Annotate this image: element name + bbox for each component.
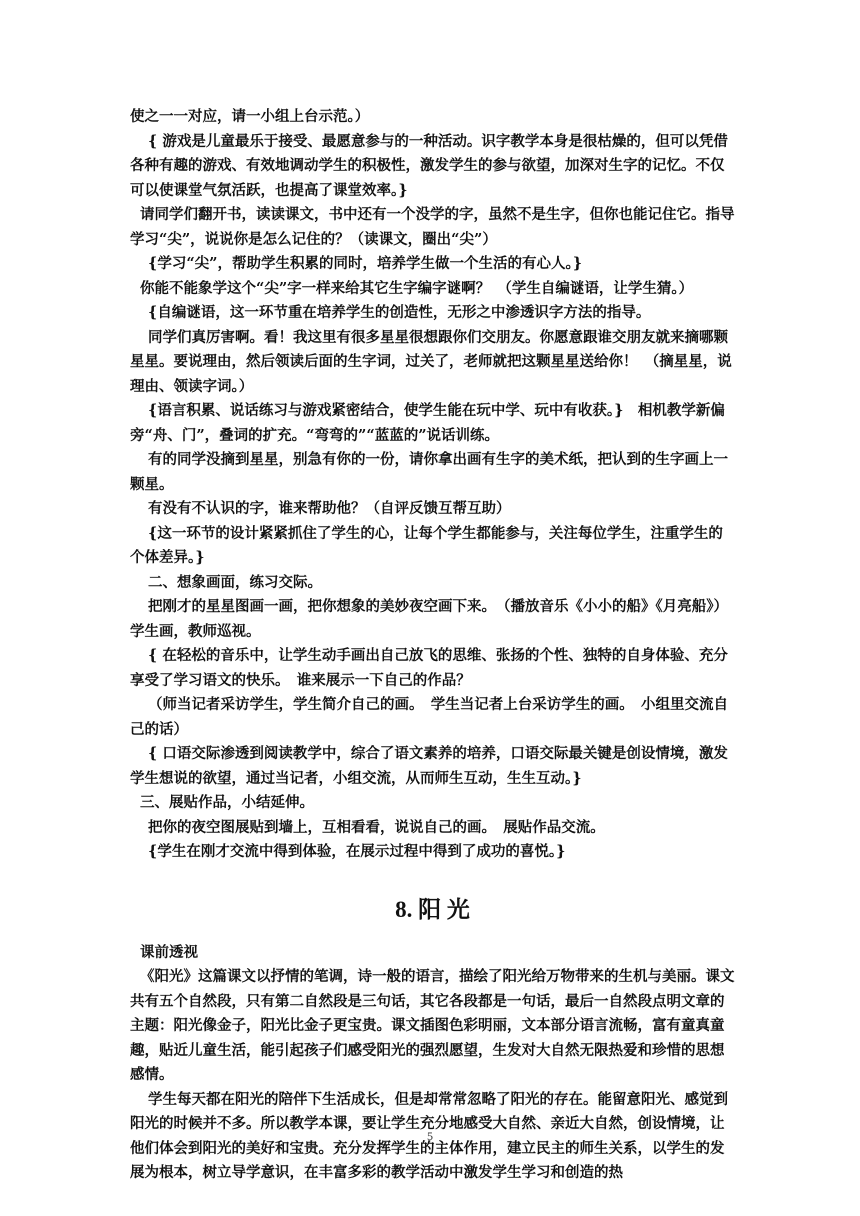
paragraph: { 在轻松的音乐中，让学生动手画出自己放飞的思维、张扬的个性、独特的自身体验、充分享受了学习语文的快乐。 谁来展示一下自己的作品？ — [130, 647, 728, 689]
paragraph: 把你的夜空图展贴到墙上，互相看看，说说自己的画。 展贴作品交流。 — [148, 818, 605, 836]
paragraph: 你能不能象学这个“尖”字一样来给其它生字编字谜啊？ （学生自编谜语，让学生猜。） — [140, 279, 694, 297]
paragraph: 二、想象画面，练习交际。 — [148, 573, 322, 591]
paragraph: （师当记者采访学生，学生简介自己的画。 学生当记者上台采访学生的画。 小组里交流自己的话） — [130, 696, 728, 738]
paragraph: 三、展贴作品，小结延伸。 — [140, 794, 314, 811]
paragraph: {学习“尖”，帮助学生积累的同时，培养学生做一个生活的有心人。} — [148, 255, 583, 272]
lesson-intro-text — [130, 941, 735, 1186]
paragraph: 使之一一对应，请一小组上台示范。） — [130, 108, 370, 125]
paragraph: {语言积累、说话练习与游戏紧密结合，使学生能在玩中学、玩中有收获。} 相机教学新偏旁“舟、门”，叠词的扩充。“弯弯的”“蓝蓝的”说话训练。 — [130, 402, 725, 444]
paragraph: 有的同学没摘到星星，别急有你的一份，请你拿出画有生字的美术纸，把认到的生字画上一颗星。 — [130, 451, 728, 493]
paragraph: 请同学们翻开书，读读课文，书中还有一个没学的字，虽然不是生字，但你也能记住它。指导学习“尖”，说说你是怎么记住的？（读课文，圈出“尖”） — [130, 206, 735, 248]
paragraph: 课前透视 — [140, 943, 198, 961]
paragraph: { 口语交际渗透到阅读教学中，综合了语文素养的培养，口语交际最关键是创设情境，激发学生想说的欲望，通过当记者，小组交流，从而师生互动，生生互动。} — [130, 745, 728, 787]
lesson-plan-text — [130, 105, 735, 865]
paragraph: {自编谜语，这一环节重在培养学生的创造性，无形之中渗透识字方法的指导。 — [148, 304, 651, 321]
paragraph: {学生在刚才交流中得到体验，在展示过程中得到了成功的喜悦。} — [148, 843, 566, 860]
section-title: 8. 阳 光 — [395, 896, 470, 922]
paragraph: 把刚才的星星图画一画，把你想象的美妙夜空画下来。 （播放音乐《小小的船》《月亮船》） 学生画，教师巡视。 — [130, 598, 736, 640]
paragraph: 学生每天都在阳光的陪伴下生活成长，但是却常常忽略了阳光的存在。能留意阳光、感觉到阳光的时候并不多。所以教学本课，要让学生充分地感受大自然、亲近大自然，创设情境，让他们体会到阳光的美好和宝贵。充分发挥学生的主体作用，建立民主的师生关系，以学生的发展为根本，树立导学意识，在丰富多彩的教学活动中激发学生学习和创造的热 — [130, 1090, 728, 1181]
paragraph: 《阳光》这篇课文以抒情的笔调，诗一般的语言，描绘了阳光给万物带来的生机与美丽。课文共有五个自然段，只有第二自然段是三句话，其它各段都是一句话，最后一自然段点明文章的主题：阳光像金子，阳光比金子更宝贵。课文插图色彩明丽，文本部分语言流畅，富有童真童趣，贴近儿童生活，能引起孩子们感受阳光的强烈愿望，生发对大自然无限热爱和珍惜的思想感情。 — [130, 968, 735, 1083]
paragraph: 同学们真厉害啊。看！我这里有很多星星很想跟你们交朋友。你愿意跟谁交朋友就来摘哪颗星星。要说理由，然后领读后面的生字词，过关了，老师就把这颗星星送给你！ （摘星星，说理由、领读字词。） — [130, 328, 732, 395]
page-number: 5 — [427, 1129, 433, 1143]
page-content — [130, 105, 735, 1186]
paragraph: {这一环节的设计紧紧抓住了学生的心，让每个学生都能参与，关注每位学生，注重学生的个体差异。} — [130, 524, 723, 566]
paragraph: 有没有不认识的字，谁来帮助他？（自评反馈互帮互助） — [148, 500, 511, 517]
paragraph: { 游戏是儿童最乐于接受、最愿意参与的一种活动。识字教学本身是很枯燥的，但可以凭借各种有趣的游戏、有效地调动学生的积极性，激发学生的参与欲望，加深对生字的记忆。不仅可以使课堂气氛活跃，也提高了课堂效率。} — [130, 132, 728, 199]
